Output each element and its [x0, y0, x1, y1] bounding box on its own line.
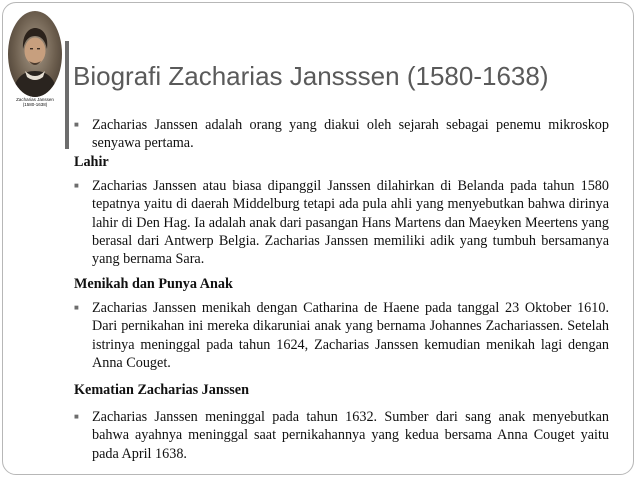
- bullet-icon: ■: [74, 412, 79, 421]
- bullet-icon: ■: [74, 303, 79, 312]
- title-accent-bar: [65, 41, 69, 149]
- portrait-caption: [5, 97, 65, 107]
- portrait-caption-name: Zacharias Janssen: [16, 97, 54, 102]
- intro-text: Zacharias Janssen adalah orang yang diakui oleh sejarah sebagai penemu mikroskop senyawa pertama.: [92, 117, 609, 152]
- section-paragraph-kematian: [74, 408, 609, 463]
- intro-paragraph: [74, 116, 609, 153]
- section-text-menikah: Zacharias Janssen menikah dengan Catharina de Haene pada tanggal 23 Oktober 1610. Dari pernikahan ini mereka dikaruniai anak yang bernama Johannes Zachariassen. Setelah istrinya meninggal pada tahun 1624, Zacharias Janssen kemudian menikah lagi dengan Anna Couget.: [92, 300, 609, 371]
- bullet-icon: ■: [74, 120, 79, 129]
- slide-title: Biografi Zacharias Jansssen (1580-1638): [73, 61, 549, 91]
- portrait: [8, 11, 62, 111]
- section-text-kematian: Zacharias Janssen meninggal pada tahun 1632. Sumber dari sang anak menyebutkan bahwa ayahnya meninggal saat pernikahannya yang kedua bersama Anna Couget yaitu pada April 1638.: [92, 409, 609, 462]
- section-paragraph-menikah: [74, 299, 609, 372]
- portrait-image: [8, 11, 62, 97]
- portrait-caption-years: (1580-1638): [22, 102, 48, 107]
- slide-frame: [2, 2, 634, 475]
- section-heading-kematian: Kematian Zacharias Janssen: [74, 382, 249, 398]
- portrait-figure: [8, 11, 62, 97]
- section-text-lahir: Zacharias Janssen atau biasa dipanggil Janssen dilahirkan di Belanda pada tahun 1580 tepatnya yaitu di daerah Middelburg tetapi ada pula ahli yang menyebutkan bahwa dirinya lahir di Den Hag. Ia adalah anak dari pasangan Hans Martens dan Maeyken Meertens yang berasal dari Antwerp Belgia. Zacharias Janssen memiliki adik yang tumbuh bersamanya yang bernama Sara.: [92, 178, 609, 268]
- section-heading-menikah: Menikah dan Punya Anak: [74, 276, 233, 292]
- section-heading-lahir: Lahir: [74, 154, 109, 170]
- section-paragraph-lahir: [74, 177, 609, 268]
- bullet-icon: ■: [74, 181, 79, 190]
